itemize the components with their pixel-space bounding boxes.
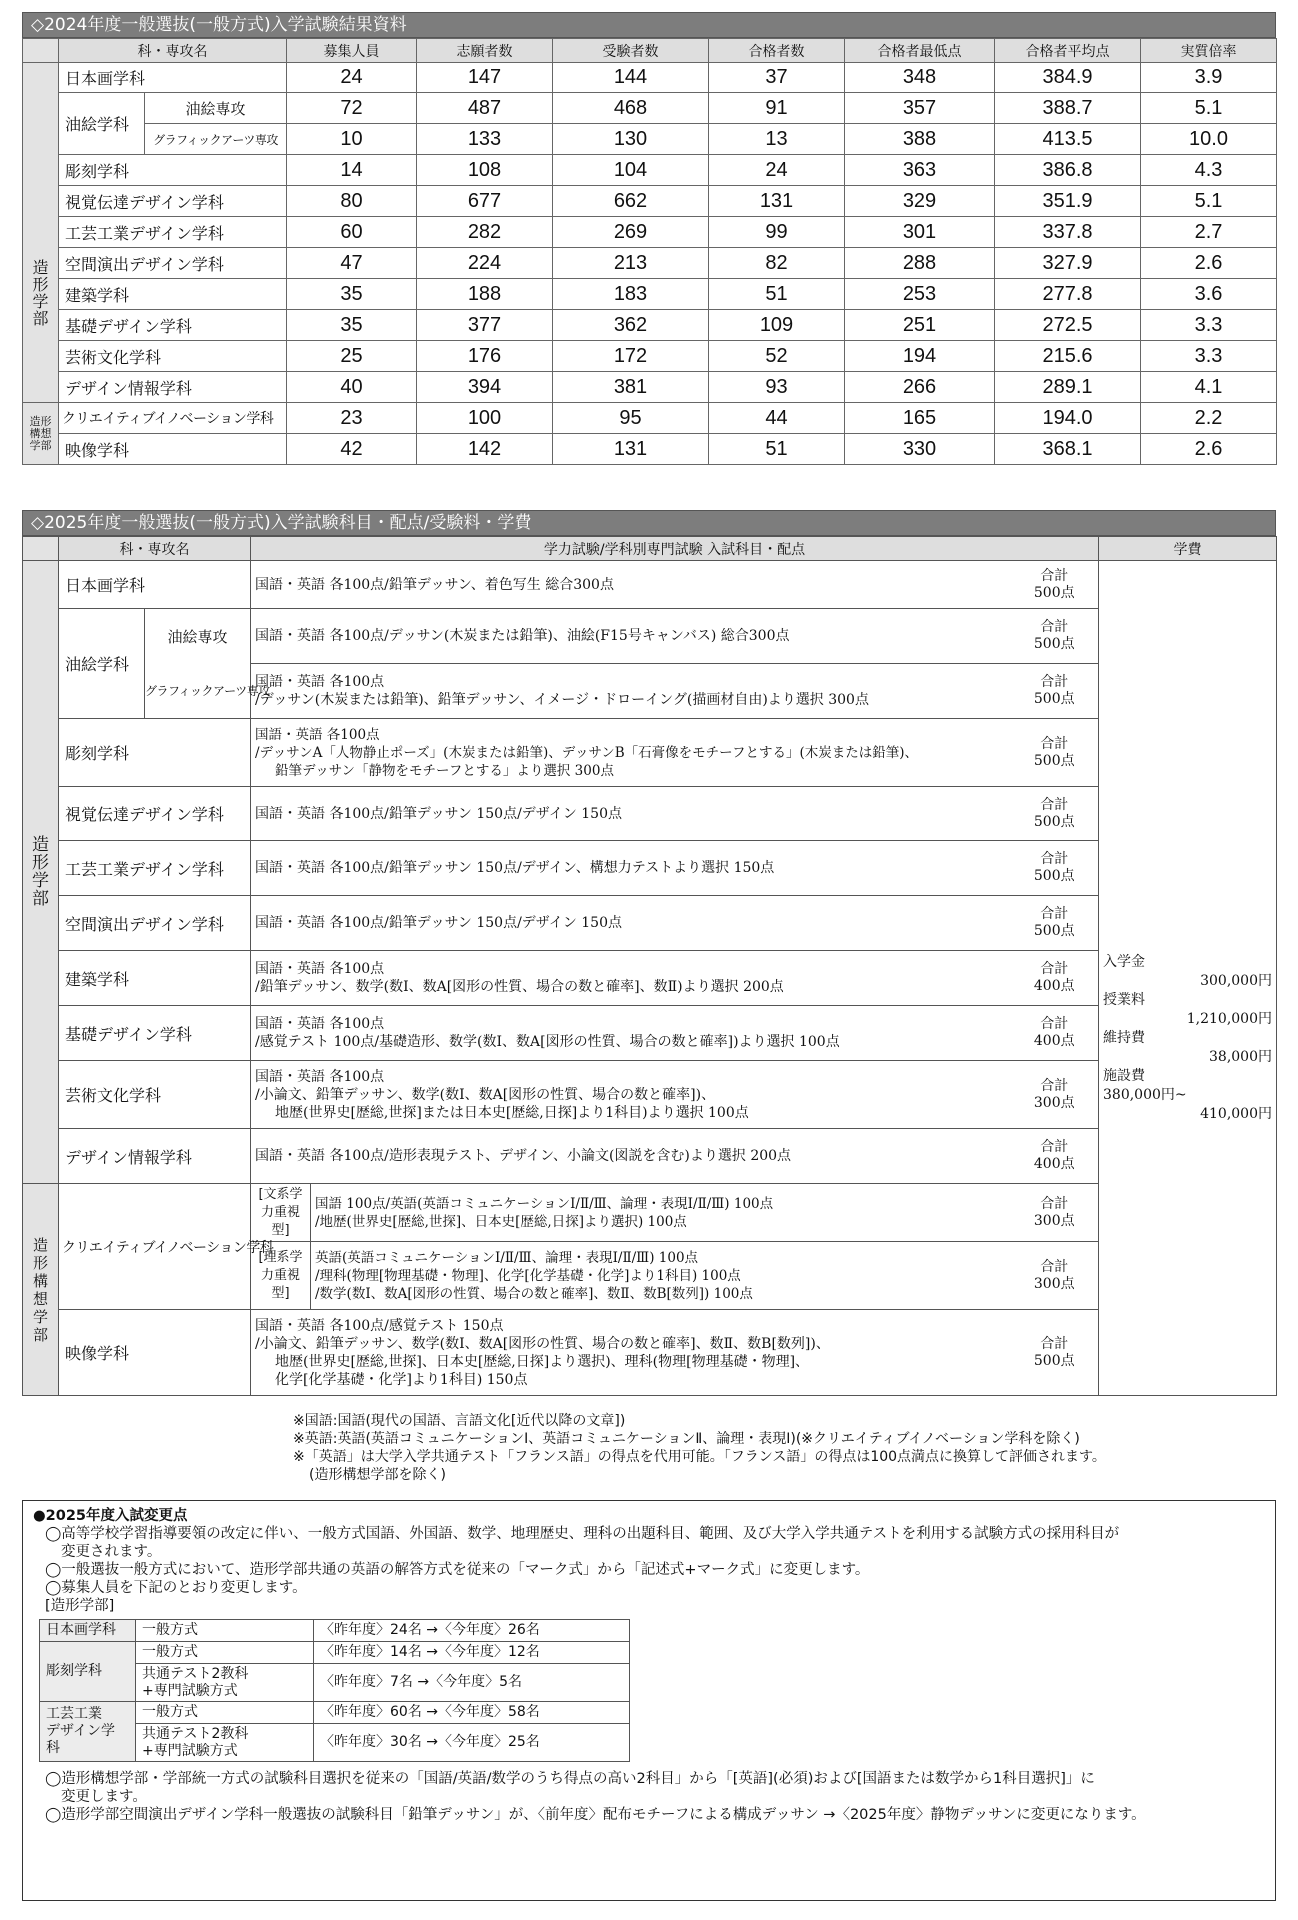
total-cell: 合計 300点 [1011,1061,1099,1129]
subjects-cell: 国語・英語 各100点 /感覚テスト 100点/基礎造形、数学(数Ⅰ、数A[図形の性質、場合の数と確率])より選択 100点 [251,1006,1011,1061]
dept-name: クリエイティブイノベーション学科 [59,403,287,434]
cell: 677 [417,186,553,217]
dept-name: 日本画学科 [59,63,287,93]
col-header: 合格者平均点 [995,39,1141,63]
subjects-header-row [23,537,1277,561]
subjects-cell: 国語・英語 各100点/鉛筆デッサン 150点/デザイン、構想力テストより選択 150点 [251,841,1011,896]
change: 〈昨年度〉60名 →〈今年度〉58名 [314,1702,630,1724]
table-row [23,1310,1277,1396]
cell: 282 [417,217,553,248]
faculty-label: 造形学部 [23,63,59,403]
subjects-cell: 国語・英語 各100点/鉛筆デッサン 150点/デザイン 150点 [251,896,1011,951]
cell: 329 [845,186,995,217]
table-row [23,951,1277,1006]
col-header: 合格者最低点 [845,39,995,63]
major-name: 油絵専攻 [145,609,251,664]
faculty-label: 造形構想学部 [23,403,59,465]
cell: 23 [287,403,417,434]
cell: 251 [845,310,995,341]
fee-amount: 1,210,000円 [1186,1010,1272,1027]
dept-name: 建築学科 [59,279,287,310]
cell: 194.0 [995,403,1141,434]
cell: 662 [553,186,709,217]
cell: 133 [417,124,553,155]
table-row [23,719,1277,787]
col-header: 志願者数 [417,39,553,63]
cell: 357 [845,93,995,124]
results-section [22,12,1276,465]
total-cell: 合計 500点 [1011,841,1099,896]
cell: 289.1 [995,372,1141,403]
fee-label: 授業料 [1103,991,1145,1008]
cell: 288 [845,248,995,279]
cell: 2.2 [1141,403,1277,434]
cell: 99 [709,217,845,248]
method: 一般方式 [136,1702,314,1724]
cell: 327.9 [995,248,1141,279]
table-row [40,1702,630,1724]
cell: 144 [553,63,709,93]
table-row [23,341,1277,372]
table-row [23,434,1277,465]
dept-name: 油絵学科 [59,93,145,155]
dept-name: 芸術文化学科 [59,341,287,372]
dept-name: 視覚伝達デザイン学科 [59,186,287,217]
table-row [23,664,1277,719]
cell: 413.5 [995,124,1141,155]
cell: 368.1 [995,434,1141,465]
table-row [23,372,1277,403]
change-item: ◯造形学部空間演出デザイン学科一般選抜の試験科目「鉛筆デッサン」が、〈前年度〉配布モチーフによる構成デッサン →〈2025年度〉静物デッサンに変更になります。 [45,1807,1146,1823]
table-row [40,1620,630,1642]
cell: 37 [709,63,845,93]
fee-amount: 410,000円 [1200,1105,1272,1122]
exam-type-label: [理系学力重視型] [251,1242,311,1310]
cell: 384.9 [995,63,1141,93]
cell: 388 [845,124,995,155]
cell: 5.1 [1141,186,1277,217]
cell: 10.0 [1141,124,1277,155]
dept-name: 空間演出デザイン学科 [59,896,251,951]
major-name: グラフィックアーツ専攻 [145,664,251,719]
total-cell: 合計 400点 [1011,951,1099,1006]
cell: 269 [553,217,709,248]
cell: 14 [287,155,417,186]
change-item-cont: 変更します。 [61,1789,147,1805]
cell: 351.9 [995,186,1141,217]
table-row [23,1061,1277,1129]
cell: 176 [417,341,553,372]
cell: 4.3 [1141,155,1277,186]
dept-name: 空間演出デザイン学科 [59,248,287,279]
change-item-cont: 変更されます。 [61,1544,162,1560]
table-row [23,561,1277,609]
method: 共通テスト2教科 +専門試験方式 [136,1664,314,1702]
cell: 60 [287,217,417,248]
dept-name: 芸術文化学科 [59,1061,251,1129]
cell: 3.3 [1141,341,1277,372]
dept-name: 彫刻学科 [59,719,251,787]
total-cell: 合計 500点 [1011,1310,1099,1396]
table-row [23,1129,1277,1184]
method: 共通テスト2教科 +専門試験方式 [136,1724,314,1762]
table-row [23,787,1277,841]
cell: 5.1 [1141,93,1277,124]
dept-name: デザイン情報学科 [59,372,287,403]
table-row [23,403,1277,434]
table-row [23,217,1277,248]
cell: 188 [417,279,553,310]
faculty-label: 造形学部 [23,561,59,1184]
subjects-cell: 国語・英語 各100点/鉛筆デッサン、着色写生 総合300点 [251,561,1011,609]
total-cell: 合計 500点 [1011,787,1099,841]
col-header: 募集人員 [287,39,417,63]
cell: 40 [287,372,417,403]
dept-name: 彫刻学科 [59,155,287,186]
tuition-cell [1099,561,1277,1396]
dept-name: 基礎デザイン学科 [59,1006,251,1061]
subjects-cell: 英語(英語コミュニケーションⅠ/Ⅱ/Ⅲ、論理・表現Ⅰ/Ⅱ/Ⅲ) 100点 /理科(物理[物理基礎・物理]、化学[化学基礎・化学]より1科目) 100点 /数学(数Ⅰ、数A[図形の性質、場合の数と確率]、数Ⅱ、数B[数列]) 100点 [311,1242,1011,1310]
total-cell: 合計 400点 [1011,1129,1099,1184]
cell: 52 [709,341,845,372]
dept-name: 日本画学科 [59,561,251,609]
dept-name: 工芸工業デザイン学科 [59,841,251,896]
dept-name: クリエイティブイノベーション学科 [59,1184,251,1310]
subjects-cell: 国語・英語 各100点/造形表現テスト、デザイン、小論文(図説を含む)より選択 200点 [251,1129,1011,1184]
cell: 266 [845,372,995,403]
table-row [23,63,1277,93]
cell: 363 [845,155,995,186]
cell: 131 [709,186,845,217]
cell: 44 [709,403,845,434]
col-header: 学費 [1099,537,1277,561]
col-header: 受験者数 [553,39,709,63]
cell: 91 [709,93,845,124]
dept-name: 油絵学科 [59,609,145,719]
cell: 388.7 [995,93,1141,124]
cell: 109 [709,310,845,341]
cell: 13 [709,124,845,155]
cell: 377 [417,310,553,341]
cell: 108 [417,155,553,186]
cell: 386.8 [995,155,1141,186]
cell: 35 [287,310,417,341]
cell: 100 [417,403,553,434]
cell: 183 [553,279,709,310]
cell: 25 [287,341,417,372]
cell: 35 [287,279,417,310]
subjects-cell: 国語・英語 各100点 /デッサンA「人物静止ポーズ」(木炭または鉛筆)、デッサンB「石膏像をモチーフとする」(木炭または鉛筆)、 鉛筆デッサン「静物をモチーフとする」より選択 300点 [251,719,1011,787]
cell: 172 [553,341,709,372]
change-item: ◯造形構想学部・学部統一方式の試験科目選択を従来の「国語/英語/数学のうち得点の高い2科目」から「[英語](必須)および[国語または数学から1科目選択]」に [45,1771,1095,1787]
change: 〈昨年度〉7名 →〈今年度〉5名 [314,1664,630,1702]
cell: 3.9 [1141,63,1277,93]
cell: 142 [417,434,553,465]
cell: 2.6 [1141,248,1277,279]
total-cell: 合計 500点 [1011,719,1099,787]
subjects-title: ◇2025年度一般選抜(一般方式)入学試験科目・配点/受験料・学費 [22,510,1276,536]
subjects-cell: 国語・英語 各100点/デッサン(木炭または鉛筆)、油絵(F15号キャンバス) 総合300点 [251,609,1011,664]
major-name: 油絵専攻 [145,93,287,124]
fee-amount: 300,000円 [1200,972,1272,989]
table-row [23,896,1277,951]
dept-name: デザイン情報学科 [59,1129,251,1184]
cell: 95 [553,403,709,434]
cell: 80 [287,186,417,217]
cell: 468 [553,93,709,124]
changes-title: ●2025年度入試変更点 [33,1508,188,1524]
cell: 215.6 [995,341,1141,372]
cell: 272.5 [995,310,1141,341]
subjects-cell: 国語・英語 各100点/感覚テスト 150点 /小論文、鉛筆デッサン、数学(数Ⅰ、数A[図形の性質、場合の数と確率]、数Ⅱ、数B[数列])、 地歴(世界史[歴総,世探]、日本史[歴総,日探]より選択)、理科(物理[物理基礎・物理]、 化学[化学基礎・化学]より1科目) 150点 [251,1310,1011,1396]
dept-name: 視覚伝達デザイン学科 [59,787,251,841]
subjects-section [22,510,1276,1396]
cell: 51 [709,279,845,310]
cell: 381 [553,372,709,403]
cell: 51 [709,434,845,465]
footnotes [293,1412,1106,1484]
total-cell: 合計 300点 [1011,1242,1099,1310]
quota-change-table [39,1619,630,1762]
table-row [23,310,1277,341]
fee-label: 施設費 [1103,1067,1145,1084]
dept-name: 日本画学科 [40,1620,136,1642]
table-row [23,279,1277,310]
table-row [40,1642,630,1664]
cell: 301 [845,217,995,248]
cell: 42 [287,434,417,465]
cell: 213 [553,248,709,279]
table-row [23,609,1277,664]
total-cell: 合計 500点 [1011,561,1099,609]
faculty-label: 造形構想学部 [23,1184,59,1396]
cell: 10 [287,124,417,155]
dept-name: 彫刻学科 [40,1642,136,1702]
total-cell: 合計 500点 [1011,896,1099,951]
faculty-heading: [造形学部] [45,1598,115,1614]
exam-type-label: [文系学力重視型] [251,1184,311,1242]
cell: 131 [553,434,709,465]
col-header: 科・専攻名 [59,537,251,561]
total-cell: 合計 500点 [1011,609,1099,664]
col-header: 合格者数 [709,39,845,63]
cell: 2.7 [1141,217,1277,248]
table-row [23,93,1277,124]
col-header: 科・専攻名 [59,39,287,63]
cell: 93 [709,372,845,403]
table-row [23,186,1277,217]
dept-name: 映像学科 [59,434,287,465]
table-row [23,1006,1277,1061]
footnote: ※国語:国語(現代の国語、言語文化[近代以降の文章]) [293,1413,626,1429]
change-item: ◯一般選抜一般方式において、造形学部共通の英語の解答方式を従来の「マーク式」から「記述式+マーク式」に変更します。 [45,1562,870,1578]
subjects-cell: 国語 100点/英語(英語コミュニケーションⅠ/Ⅱ/Ⅲ、論理・表現Ⅰ/Ⅱ/Ⅲ) 100点 /地歴(世界史[歴総,世探]、日本史[歴総,日探]より選択) 100点 [311,1184,1011,1242]
cell: 47 [287,248,417,279]
subjects-cell: 国語・英語 各100点/鉛筆デッサン 150点/デザイン 150点 [251,787,1011,841]
dept-name: 基礎デザイン学科 [59,310,287,341]
method: 一般方式 [136,1642,314,1664]
cell: 130 [553,124,709,155]
cell: 277.8 [995,279,1141,310]
change: 〈昨年度〉24名 →〈今年度〉26名 [314,1620,630,1642]
subjects-cell: 国語・英語 各100点 /鉛筆デッサン、数学(数Ⅰ、数A[図形の性質、場合の数と確率]、数Ⅱ)より選択 200点 [251,951,1011,1006]
cell: 4.1 [1141,372,1277,403]
cell: 194 [845,341,995,372]
fee-amount: 380,000円~ [1103,1086,1187,1103]
cell: 362 [553,310,709,341]
col-header: 学力試験/学科別専門試験 入試科目・配点 [251,537,1099,561]
table-row [23,1184,1277,1242]
results-header-row [23,39,1277,63]
change: 〈昨年度〉14名 →〈今年度〉12名 [314,1642,630,1664]
cell: 330 [845,434,995,465]
results-title: ◇2024年度一般選抜(一般方式)入学試験結果資料 [22,12,1276,38]
footnote: ※英語:英語(英語コミュニケーションⅠ、英語コミュニケーションⅡ、論理・表現Ⅰ)(※クリエイティブイノベーション学科を除く) [293,1431,1080,1447]
subjects-table [22,536,1277,1396]
cell: 147 [417,63,553,93]
cell: 2.6 [1141,434,1277,465]
cell: 394 [417,372,553,403]
dept-name: 建築学科 [59,951,251,1006]
cell: 24 [709,155,845,186]
subjects-cell: 国語・英語 各100点 /デッサン(木炭または鉛筆)、鉛筆デッサン、イメージ・ドローイング(描画材自由)より選択 300点 [251,664,1011,719]
total-cell: 合計 400点 [1011,1006,1099,1061]
change-item: ◯高等学校学習指導要領の改定に伴い、一般方式国語、外国語、数学、地理歴史、理科の出題科目、範囲、及び大学入学共通テストを利用する試験方式の採用科目が [45,1526,1120,1542]
subjects-cell: 国語・英語 各100点 /小論文、鉛筆デッサン、数学(数Ⅰ、数A[図形の性質、場合の数と確率])、 地歴(世界史[歴総,世探]または日本史[歴総,日探]より1科目)より選択 100点 [251,1061,1011,1129]
col-header: 実質倍率 [1141,39,1277,63]
dept-name: 工芸工業デザイン学科 [59,217,287,248]
cell: 224 [417,248,553,279]
cell: 24 [287,63,417,93]
results-table [22,38,1277,465]
footnote: ※「英語」は大学入学共通テスト「フランス語」の得点を代用可能。「フランス語」の得点は100点満点に換算して評価されます。 [293,1449,1106,1465]
fee-label: 維持費 [1103,1029,1145,1046]
fee-amount: 38,000円 [1209,1048,1272,1065]
table-row [23,155,1277,186]
dept-name: 工芸工業 デザイン学科 [40,1702,136,1762]
footnote: (造形構想学部を除く) [309,1467,446,1483]
table-row [23,841,1277,896]
cell: 487 [417,93,553,124]
fee-label: 入学金 [1103,953,1145,970]
total-cell: 合計 500点 [1011,664,1099,719]
cell: 82 [709,248,845,279]
cell: 104 [553,155,709,186]
change: 〈昨年度〉30名 →〈今年度〉25名 [314,1724,630,1762]
cell: 3.6 [1141,279,1277,310]
cell: 348 [845,63,995,93]
cell: 3.3 [1141,310,1277,341]
cell: 253 [845,279,995,310]
total-cell: 合計 300点 [1011,1184,1099,1242]
cell: 337.8 [995,217,1141,248]
table-row [23,124,1277,155]
cell: 165 [845,403,995,434]
major-name: グラフィックアーツ専攻 [145,124,287,155]
method: 一般方式 [136,1620,314,1642]
dept-name: 映像学科 [59,1310,251,1396]
change-item: ◯募集人員を下記のとおり変更します。 [45,1580,307,1596]
table-row [23,248,1277,279]
cell: 72 [287,93,417,124]
changes-box [22,1500,1276,1901]
